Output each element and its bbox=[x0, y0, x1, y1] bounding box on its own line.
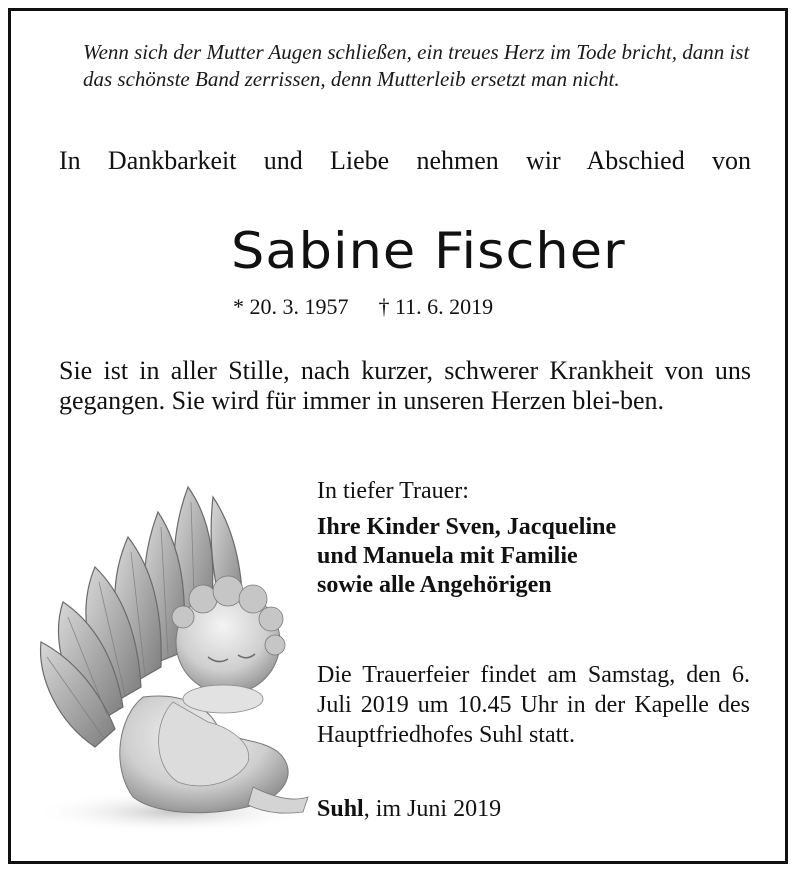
death-date: † 11. 6. 2019 bbox=[378, 294, 494, 319]
angel-figure-image bbox=[23, 467, 313, 847]
mourners-line: Ihre Kinder Sven, Jacqueline bbox=[317, 514, 617, 540]
funeral-info: Die Trauerfeier findet am Samstag, den 6. Juli 2019 um 10.45 Uhr in der Kapelle des Hauptfriedhofes Suhl statt. bbox=[317, 662, 750, 748]
deceased-name: Sabine Fischer bbox=[231, 222, 626, 280]
passing-message: Sie ist in aller Stille, nach kurzer, schwerer Krankheit von uns gegangen. Sie wird für immer in unseren Herzen blei-ben. bbox=[59, 356, 751, 415]
place-date-text: , im Juni 2019 bbox=[363, 796, 502, 822]
obituary-card bbox=[8, 8, 788, 864]
life-dates bbox=[233, 294, 493, 320]
poem-verse: Wenn sich der Mutter Augen schließen, ein treues Herz im Tode bricht, dann ist das schönste Band zerrissen, denn Mutterleib ersetzt man nicht. bbox=[83, 40, 750, 91]
mourners-line: und Manuela mit Familie bbox=[317, 543, 578, 569]
place-date bbox=[317, 795, 501, 823]
birth-date: * 20. 3. 1957 bbox=[233, 294, 349, 319]
place-city: Suhl bbox=[317, 796, 364, 822]
intro-line: In Dankbarkeit und Liebe nehmen wir Abschied von bbox=[59, 146, 751, 175]
mourners-line: sowie alle Angehörigen bbox=[317, 572, 552, 598]
mourners-list bbox=[317, 513, 737, 600]
mourning-label: In tiefer Trauer: bbox=[317, 478, 469, 504]
